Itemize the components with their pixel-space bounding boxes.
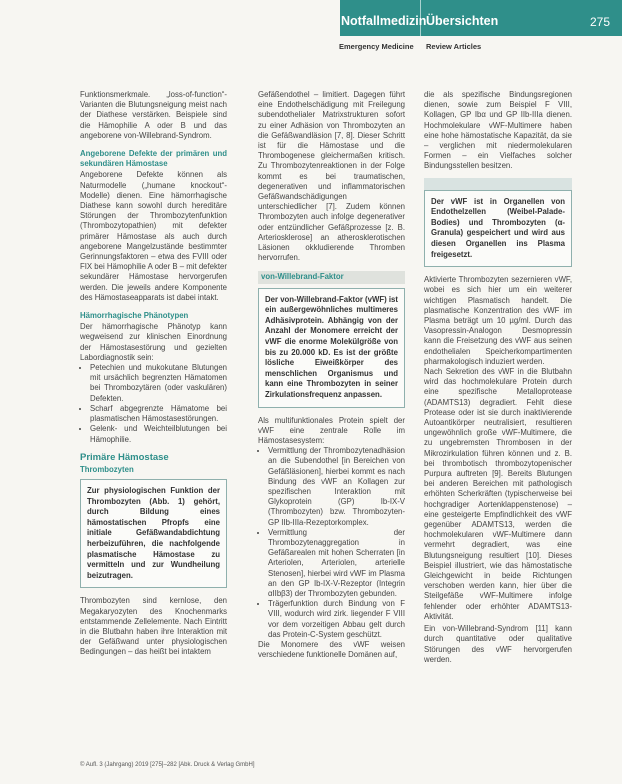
paragraph: die als spezifische Bindungsregionen dienen, sowie zum Beispiel F VIII, Kollagen, GP Ibα und GP IIb-IIIa dienen. Hochmolekulare vWF-Multimere haben eine hohe hämostatische Kapazität, da sie – verglichen mit niedermolekularen Formen – ein Vielfaches solcher Bindungsstellen besitzen.	[424, 90, 572, 171]
list-item: • Vermittlung der Thrombozytenaggregation in Gefäßarealen mit hohen Scherraten [in Arteriolen, Arteriolen, arterielle Stenosen], hierbei wird vWF im Plasma an den GP Ib-IX-V-Rezeptor (Integrin αIIbβ3) der Thrombozyten gebunden.	[268, 528, 405, 599]
subheading-bar: von-Willebrand-Faktor	[258, 271, 405, 283]
journal-title-en: Emergency Medicine	[339, 42, 414, 51]
paragraph: Angeborene Defekte können als Naturmodelle („humane knockout“-Modelle) dienen. Eine hämorrhagische Diathese kann sowohl durch hereditäre Störungen der Thrombozytenfunktion (Thrombozytopathien) mit defekter primärer Hämostase als auch durch angeborene Mangelzustände bestimmter Gerinnungsfaktoren – etwa des FVIII oder FIX bei Hämophilie A oder B – mit defekter sekundärer Hämostase hervorgerufen werden. Die jeweils andere Komponente des Hämostaseapparats ist dabei intakt.	[80, 170, 227, 302]
paragraph: Funktionsmerkmale. „loss-of-function“-Varianten die Blutungsneigung meist nach der Diathese verstärken. Beispiele sind die Hämophilie A oder B und das angeborene von-Willebrand-Syndrom.	[80, 90, 227, 140]
footer-citation: © Aufl. 3 (Jahrgang) 2019 [275]–282 [Abk. Druck & Verlag GmbH]	[80, 762, 255, 768]
paragraph: Gefäßendothel – limitiert. Dagegen führt eine Endothelschädigung mit Freilegung subendothelialer Matrixstrukturen sofort zu einer Adhäsion von Thrombozyten an die Gefäßwandläsion [7, 8]. Dieser Schritt ist für die Hämostase und die Thrombogenese gleichermaßen kritisch. Zu Thrombozytenreaktionen in der Folge kommt es bei traumatischen, degenerativen und inflammatorischen Gefäßwandschädigungen unterschiedlicher [7]. Zudem können Thrombozyten auch infolge degenerativer oder entzündlicher Gefäßprozesse [z. B. Arteriosklerose] an atherosklerotischen Läsionen okkludierende Thromben hervorrufen.	[258, 90, 405, 263]
paragraph: Aktivierte Thrombozyten sezernieren vWF, wobei es sich hier um ein weiterer wichtigen Plasmatisch handelt. Die plasmatische Konzentration des vWF im Plasma beträgt um 10 µg/ml. Durch das Vasopressin-Analogon Desmopressin kann die Freisetzung des vWF aus seinen endothelialen Speicherkompartimenten pharmakologisch induziert werden.	[424, 275, 572, 366]
list-item: • Gelenk- und Weichteilblutungen bei Hämophilie.	[90, 424, 227, 444]
highlight-box: Der von-Willebrand-Faktor (vWF) ist ein außergewöhnliches multimeres Adhäsivprotein. Abhängig von der Anzahl der Monomere erreicht der vWF die enorme Molekülgröße von bis zu 20.000 kD. Es ist der größte lösliche Eiweißkörper des menschlichen Organismus und kann eine Thrombozyten in seiner Zirkulationsfrequenz anpassen.	[258, 288, 405, 408]
subheading: Hämorrhagische Phänotypen	[80, 311, 189, 321]
paragraph: Der hämorrhagische Phänotyp kann wegweisend zur klinischen Einordnung der Hämostasestörung und gezielten Labordiagnostik sein:	[80, 322, 227, 362]
page-number: 275	[590, 15, 611, 29]
paragraph: Ein von-Willebrand-Syndrom [11] kann durch quantitative oder qualitative Störungen des vWF hervorgerufen werden.	[424, 624, 572, 664]
journal-title: Notfallmedizin	[341, 14, 427, 28]
paragraph: Als multifunktionales Protein spielt der vWF eine zentrale Rolle im Hämostasesystem:	[258, 415, 405, 445]
bullet-list	[80, 363, 227, 445]
section-heading: Primäre Hämostase	[80, 451, 169, 463]
column-2	[258, 90, 405, 660]
section-title-en: Review Articles	[426, 42, 482, 51]
list-item: • Scharf abgegrenzte Hämatome bei plasmatischen Hämostasestörungen.	[90, 404, 227, 424]
list-item: • Trägerfunktion durch Bindung von F VIII, wodurch wird zirk. liegender F VIII vor dem vorzeitigen Abbau gelt durch das Protein-C-System geschützt.	[268, 599, 405, 640]
highlight-box: Zur physiologischen Funktion der Thrombozyten (Abb. 1) gehört, durch Bildung eines hämostatischen Pfropfs eine initiale Gefäßwandabdichtung herbeizuführen, die nachfolgende plasmatische Hämostase zu vermitteln und zur Wundheilung beizutragen.	[80, 479, 227, 588]
list-item: • Vermittlung der Thrombozytenadhäsion an die Subendothel [in Bereichen von Gefäßläsionen], hierbei kommt es nach Bindung des vWF an Kollagen zur spezifischen Interaktion mit Glykoprotein (GP) Ib-IX-V (Thrombozyten) bzw. Thrombozyten-GP IIb-IIIa-Rezeptorkomplex.	[268, 446, 405, 528]
section-title: Übersichten	[426, 14, 499, 28]
paragraph: Die Monomere des vWF weisen verschiedene funktionelle Domänen auf,	[258, 640, 405, 660]
paragraph: Nach Sekretion des vWF in die Blutbahn wird das hochmolekulare Protein durch eine spezifische Metalloprotease (ADAMTS13) degradiert. Fehlt diese Protease oder ist sie durch inaktivierende Autoantikörper neutralisiert, resultieren ungewöhnlich große vWF-Multimere, die zu ungebremsten Thrombosen in der Mikrozirkulation führen können und z. B. bei thrombotisch thrombozytopenischer Purpura auftreten [9]. Bereits Blutungen bei anderen Bereichen mit pathologisch erhöhten Scherkräften (typischerweise bei hochgradiger Aortenklappenstenose) – eine gesteigerte Empfindlichkeit des vWF gegenüber ADAMTS13, werden die hochmolekularen vWF-Multimere dann vermehrt degradiert, was eine Blutungsneigung resultiert [10]. Dieses Beispiel illustriert, wie das hämostatische Gleichgewicht in beide Richtungen verschoben werden kann, hier über die Steilgefäße vWF-Multimere infolge fehlender oder erhöhter ADAMTS13-Aktivität.	[424, 367, 572, 621]
list-item: • Petechien und mukokutane Blutungen mit ursächlich begrenzten Hämatomen bei Thrombozytären (oder vaskulären) Defekten.	[90, 363, 227, 404]
subheading: Angeborene Defekte der primären und sekundären Hämostase	[80, 149, 227, 169]
subheading: Thrombozyten	[80, 464, 134, 474]
box-header-band	[424, 178, 572, 190]
highlight-box: Der vWF ist in Organellen von Endothelzellen (Weibel-Palade-Bodies) und Thrombozyten (α-Granula) gespeichert und wird aus diesen Organellen ins Plasma freigesetzt.	[424, 190, 572, 268]
column-3	[424, 90, 572, 665]
column-1	[80, 90, 227, 658]
paragraph: Thrombozyten sind kernlose, den Megakaryozyten des Knochenmarks entstammende Zellelemente. Nach Eintritt in die Blutbahn haben ihre Interaktion mit der Gefäßwand unter physiologischen Bedingungen – das heißt bei intaktem	[80, 596, 227, 657]
bullet-list	[258, 446, 405, 640]
